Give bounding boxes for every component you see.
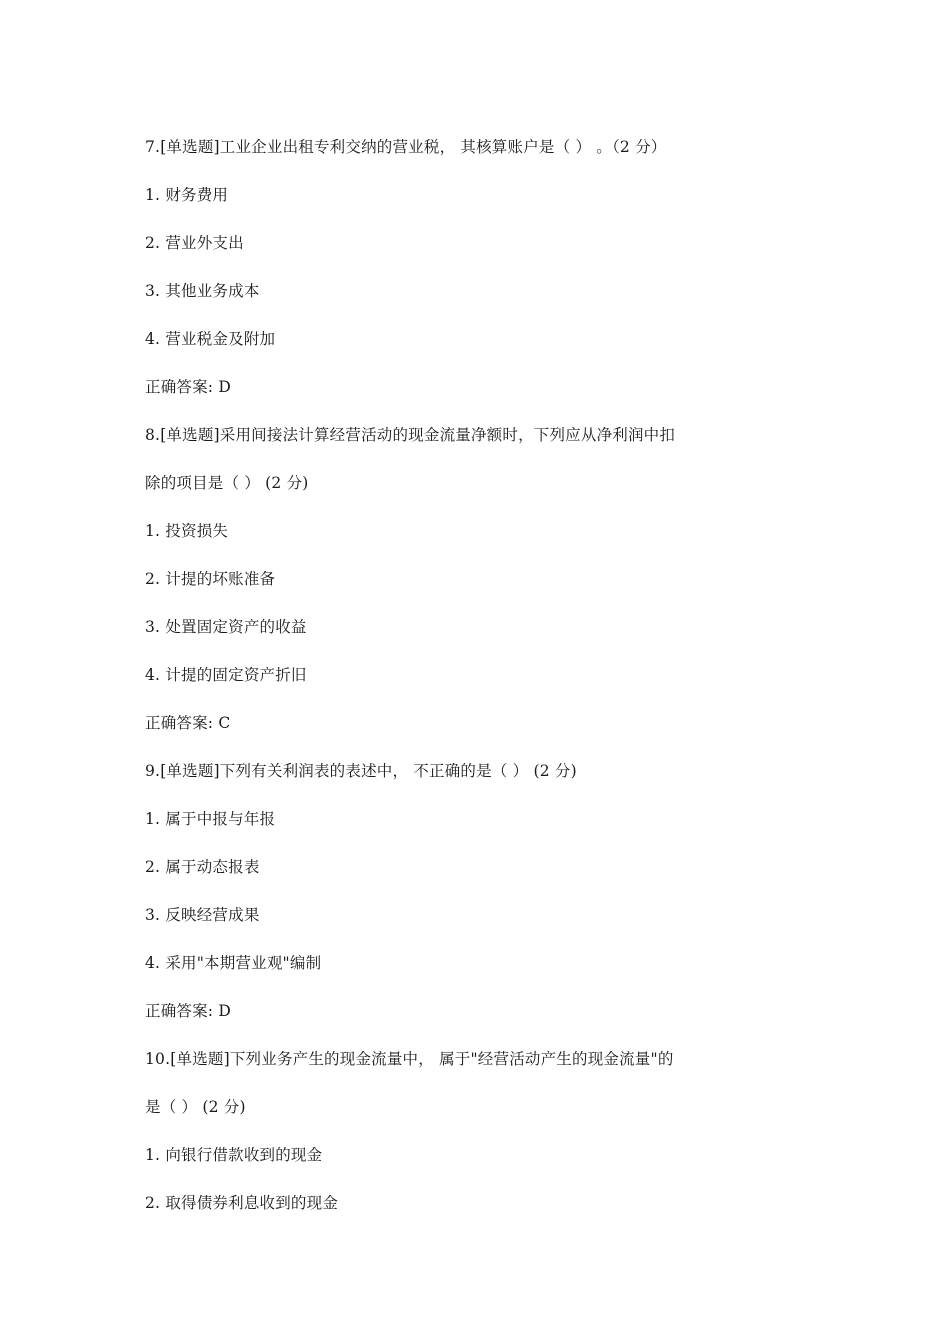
question-8-option-2: 2. 计提的坏账准备 (145, 570, 276, 588)
question-8-answer: 正确答案: C (145, 714, 231, 732)
question-8-option-3: 3. 处置固定资产的收益 (145, 618, 307, 636)
question-8-stem-line-1: 8.[单选题]采用间接法计算经营活动的现金流量净额时，下列应从净利润中扣 (145, 426, 676, 444)
question-9-option-1: 1. 属于中报与年报 (145, 810, 276, 828)
question-10-stem-line-2: 是（ ） (2 分) (145, 1098, 246, 1116)
question-10-option-1: 1. 向银行借款收到的现金 (145, 1146, 323, 1164)
question-10-option-2: 2. 取得债券利息收到的现金 (145, 1194, 339, 1212)
question-7-answer: 正确答案: D (145, 378, 231, 396)
question-9-stem: 9.[单选题]下列有关利润表的表述中， 不正确的是（ ） (2 分) (145, 762, 577, 780)
question-9-option-3: 3. 反映经营成果 (145, 906, 260, 924)
question-7-option-4: 4. 营业税金及附加 (145, 330, 276, 348)
question-9-option-4: 4. 采用"本期营业观"编制 (145, 954, 322, 972)
question-8-option-4: 4. 计提的固定资产折旧 (145, 666, 307, 684)
question-8-stem-line-2: 除的项目是（ ） (2 分) (145, 474, 309, 492)
question-10-stem-line-1: 10.[单选题]下列业务产生的现金流量中， 属于"经营活动产生的现金流量"的 (145, 1050, 674, 1068)
question-9-option-2: 2. 属于动态报表 (145, 858, 260, 876)
question-7-option-3: 3. 其他业务成本 (145, 282, 260, 300)
question-8-option-1: 1. 投资损失 (145, 522, 229, 540)
question-7-option-1: 1. 财务费用 (145, 186, 229, 204)
question-7-stem: 7.[单选题]工业企业出租专利交纳的营业税， 其核算账户是（ ） 。（2 分） (145, 138, 667, 156)
question-7-option-2: 2. 营业外支出 (145, 234, 244, 252)
question-9-answer: 正确答案: D (145, 1002, 231, 1020)
